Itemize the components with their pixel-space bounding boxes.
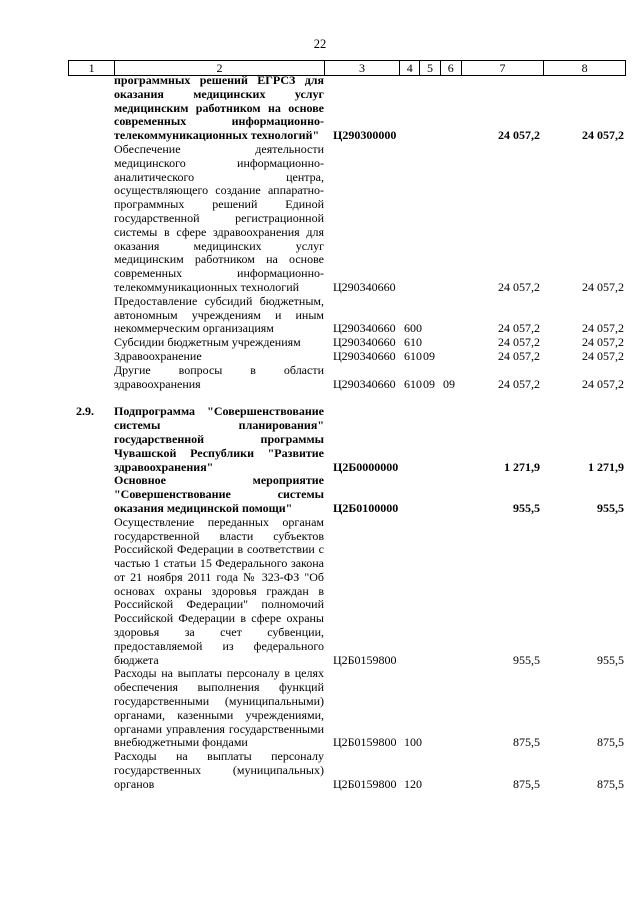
table-row [68,516,626,668]
row-amount-1: 875,5 [513,735,540,750]
row-amount-2: 24 057,2 [582,348,624,363]
row-expense-type: 610 [404,335,422,350]
row-amount-1: 24 057,2 [498,128,540,143]
col-header-3: 3 [324,61,400,76]
row-amount-1: 24 057,2 [498,321,540,336]
table-row [68,750,626,791]
row-description: Расходы на выплаты персоналу государственных (муниципальных) органов [114,749,324,791]
table-row [68,74,626,143]
col-header-5: 5 [420,61,441,76]
row-amount-2: 1 271,9 [588,459,624,474]
table-row [68,405,626,474]
row-amount-1: 955,5 [513,652,540,667]
row-section: 09 [423,348,435,363]
row-description: Подпрограмма "Совершенствование системы планирования" государственной программы Чувашской Республики "Развитие здравоохранения" [114,404,324,474]
row-subsection: 09 [443,376,455,391]
row-expense-type: 610 [404,376,422,391]
row-description: Субсидии бюджетным учреждениям [114,335,301,350]
col-header-7: 7 [461,61,544,76]
row-amount-1: 24 057,2 [498,335,540,350]
row-amount-2: 875,5 [597,776,624,791]
row-amount-1: 1 271,9 [504,459,540,474]
row-amount-2: 24 057,2 [582,335,624,350]
row-code: Ц2Б0159800 [333,776,397,791]
row-code: Ц290340660 [333,376,396,391]
row-code: Ц290340660 [333,279,396,294]
row-code: Ц2Б0159800 [333,652,397,667]
table-row [68,667,626,750]
row-description: Другие вопросы в области здравоохранения [114,362,324,391]
table-row [68,474,626,515]
row-expense-type: 610 [404,348,422,363]
row-code: Ц290340660 [333,348,396,363]
row-amount-1: 875,5 [513,776,540,791]
col-header-8: 8 [544,61,626,76]
row-section: 09 [423,376,435,391]
table-row [68,295,626,336]
row-expense-type: 120 [404,776,422,791]
row-code: Ц290340660 [333,321,396,336]
row-code: Ц290300000 [333,128,397,143]
table-row [68,336,626,350]
row-amount-2: 955,5 [597,500,624,515]
row-description: Здравоохранение [114,348,202,363]
col-header-6: 6 [440,61,461,76]
col-header-4: 4 [400,61,420,76]
row-spacer [68,391,626,405]
row-amount-2: 24 057,2 [582,321,624,336]
row-amount-2: 24 057,2 [582,279,624,294]
row-description: Обеспечение деятельности медицинского информационно-аналитического центра, осуществляющего создание аппаратно-программных решений Единой государственной регистрационной системы в сфере здравоохранения для оказания медицинских услуг медицинским работником на основе современных информационно-телекоммуникационных технологий [114,141,324,294]
row-amount-1: 955,5 [513,500,540,515]
row-description: Осуществление переданных органам государственной власти субъектов Российской Федерации в соответствии с частью 1 статьи 15 Федерального закона от 21 ноября 2011 года № 323-ФЗ "Об основах охраны здоровья граждан в Российской Федерации" полномочий Российской Федерации в сфере охраны здоровья за счет субвенции, предоставляемой из федерального бюджета [114,514,324,667]
row-description: программных решений ЕГРСЗ для оказания медицинских услуг медицинским работником на основе современных информационно-телекоммуникационных технологий" [114,73,324,143]
row-amount-1: 24 057,2 [498,376,540,391]
row-description: Основное мероприятие "Совершенствование системы оказания медицинской помощи" [114,473,324,515]
budget-table-body [68,74,626,792]
row-number: 2.9. [76,404,94,419]
row-amount-2: 24 057,2 [582,376,624,391]
row-amount-2: 955,5 [597,652,624,667]
row-code: Ц290340660 [333,335,396,350]
row-amount-1: 24 057,2 [498,279,540,294]
table-row [68,143,626,295]
row-code: Ц2Б0159800 [333,735,397,750]
row-amount-2: 24 057,2 [582,128,624,143]
row-description: Расходы на выплаты персоналу в целях обеспечения выполнения функций государственными (муниципальными) органами, казенными учреждениями, органами управления государственными внебюджетными фондами [114,666,324,750]
col-header-1: 1 [69,61,115,76]
table-row [68,350,626,364]
table-row [68,364,626,392]
row-expense-type: 100 [404,735,422,750]
row-expense-type: 600 [404,321,422,336]
row-amount-1: 24 057,2 [498,348,540,363]
page-number: 22 [313,37,327,51]
row-amount-2: 875,5 [597,735,624,750]
row-code: Ц2Б0100000 [333,500,399,515]
row-description: Предоставление субсидий бюджетным, автономным учреждениям и иным некоммерческим организациям [114,293,324,336]
col-header-2: 2 [115,61,324,76]
row-code: Ц2Б0000000 [333,459,399,474]
